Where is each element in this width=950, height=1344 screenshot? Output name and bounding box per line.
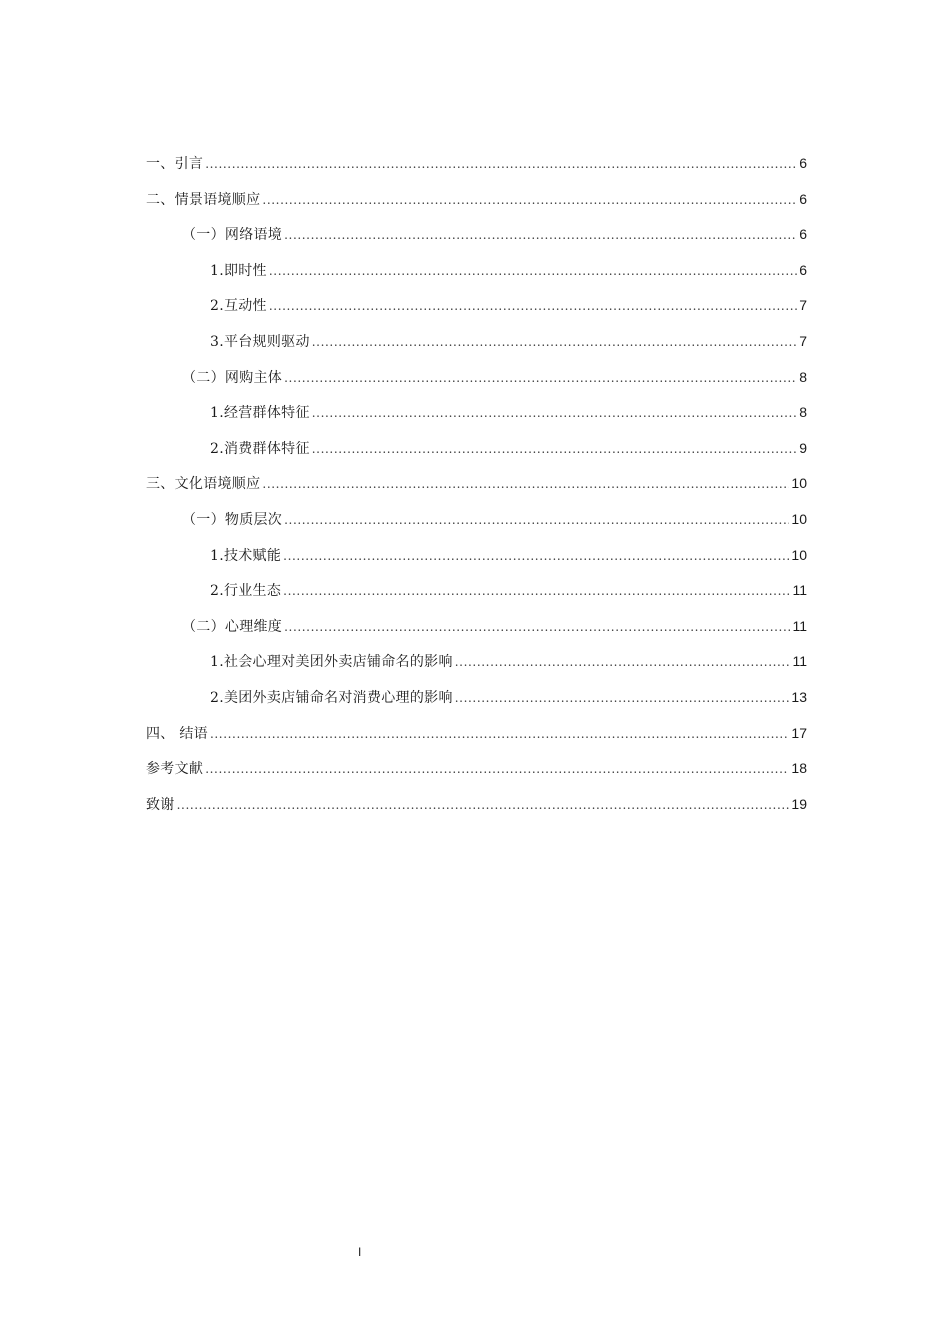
page-number: I	[358, 1245, 362, 1259]
toc-dot-leader	[177, 788, 790, 824]
toc-dot-leader	[262, 467, 789, 503]
toc-entry-label: 三、文化语境顺应	[146, 476, 261, 493]
toc-entry[interactable]	[146, 680, 807, 716]
toc-entry-label: 2.美团外卖店铺命名对消费心理的影响	[210, 689, 453, 706]
toc-entry-page: 8	[799, 404, 807, 421]
toc-dot-leader	[262, 183, 797, 219]
toc-dot-leader	[284, 610, 790, 646]
toc-entry-label: （一）物质层次	[182, 511, 283, 528]
toc-entry-page: 18	[791, 760, 807, 777]
toc-entry-label: 参考文献	[146, 761, 204, 778]
toc-dot-leader	[284, 361, 797, 397]
toc-dot-leader	[312, 325, 797, 361]
toc-entry[interactable]	[146, 573, 807, 609]
toc-entry[interactable]	[146, 217, 807, 253]
toc-entry[interactable]	[146, 609, 807, 645]
toc-entry-page: 6	[799, 226, 807, 243]
toc-entry-label: 2.行业生态	[210, 583, 282, 600]
toc-entry-page: 10	[791, 546, 807, 563]
toc-entry-page: 19	[791, 795, 807, 812]
toc-entry[interactable]	[146, 395, 807, 431]
toc-entry-label: 二、情景语境顺应	[146, 191, 261, 208]
toc-entry-page: 7	[799, 297, 807, 314]
toc-entry-label: 四、 结语	[146, 725, 208, 742]
toc-dot-leader	[455, 681, 790, 717]
toc-entry[interactable]	[146, 751, 807, 787]
toc-entry-label: （二）网购主体	[182, 369, 283, 386]
toc-entry[interactable]	[146, 644, 807, 680]
toc-entry-page: 11	[792, 653, 807, 670]
toc-entry-label: 2.消费群体特征	[210, 440, 310, 457]
toc-entry[interactable]	[146, 787, 807, 823]
toc-dot-leader	[312, 396, 797, 432]
toc-dot-leader	[283, 574, 790, 610]
toc-dot-leader	[284, 503, 789, 539]
toc-entry-page: 13	[791, 688, 807, 705]
toc-entry[interactable]	[146, 146, 807, 182]
toc-entry-label: 3.平台规则驱动	[210, 333, 310, 350]
toc-entry[interactable]	[146, 431, 807, 467]
toc-dot-leader	[312, 432, 797, 468]
toc-dot-leader	[269, 254, 797, 290]
toc-entry-label: 1.技术赋能	[210, 547, 282, 564]
toc-entry-page: 11	[792, 617, 807, 634]
toc-entry-page: 6	[799, 155, 807, 171]
toc-dot-leader	[205, 147, 797, 183]
toc-entry-label: 2.互动性	[210, 298, 267, 315]
toc-entry[interactable]	[146, 360, 807, 396]
toc-entry-label: 1.社会心理对美团外卖店铺命名的影响	[210, 654, 453, 671]
toc-entry[interactable]	[146, 716, 807, 752]
toc-entry[interactable]	[146, 502, 807, 538]
toc-entry-label: 致谢	[146, 796, 175, 813]
toc-entry-label: （一）网络语境	[182, 227, 283, 244]
toc-entry-page: 6	[799, 190, 807, 207]
toc-entry-label: （二）心理维度	[182, 618, 283, 635]
toc-entry-page: 11	[792, 582, 807, 599]
toc-dot-leader	[283, 539, 789, 575]
toc-entry-label: 一、引言	[146, 156, 204, 172]
toc-entry[interactable]	[146, 466, 807, 502]
toc-dot-leader	[269, 289, 797, 325]
toc-entry[interactable]	[146, 253, 807, 289]
toc-entry[interactable]	[146, 288, 807, 324]
toc-entry[interactable]	[146, 182, 807, 218]
toc-dot-leader	[455, 645, 791, 681]
toc-entry-page: 10	[791, 510, 807, 527]
toc-dot-leader	[284, 218, 797, 254]
toc-entry-page: 6	[799, 261, 807, 278]
table-of-contents	[146, 146, 807, 822]
toc-dot-leader	[210, 717, 789, 753]
toc-entry-page: 7	[799, 332, 807, 349]
toc-entry-page: 8	[799, 368, 807, 385]
toc-entry[interactable]	[146, 538, 807, 574]
toc-dot-leader	[205, 752, 789, 788]
toc-entry-page: 10	[791, 475, 807, 492]
toc-entry-page: 9	[799, 439, 807, 456]
toc-entry-page: 17	[791, 724, 807, 741]
toc-entry[interactable]	[146, 324, 807, 360]
toc-entry-label: 1.经营群体特征	[210, 405, 310, 422]
toc-entry-label: 1.即时性	[210, 262, 267, 279]
